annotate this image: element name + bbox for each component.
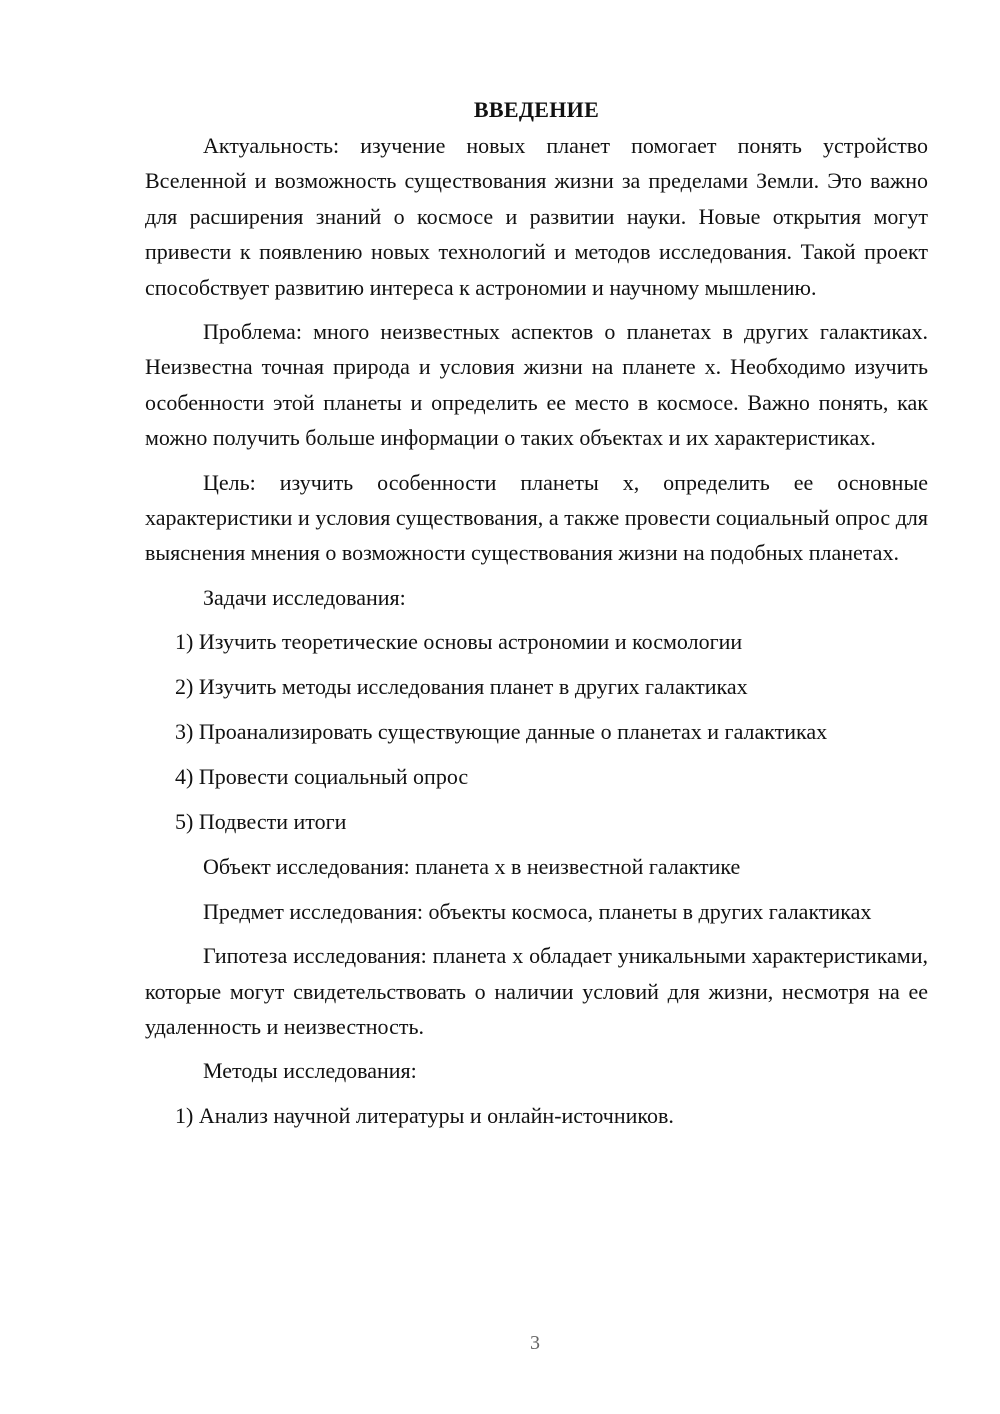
document-page <box>145 92 928 1143</box>
methods-heading: Методы исследования: <box>203 1058 417 1084</box>
problem-paragraph: Проблема: много неизвестных аспектов о планетах в других галактиках. Неизвестна точная природа и условия жизни на планете х. Необходимо изучить особенности этой планеты и определить ее место в космосе. Важно понять, как можно получить больше информации о таких объектах и их характеристиках. <box>145 319 928 451</box>
page-number: 3 <box>530 1332 540 1354</box>
tasks-list <box>145 624 928 839</box>
object-paragraph: Объект исследования: планета х в неизвестной галактике <box>203 854 741 880</box>
subject-paragraph: Предмет исследования: объекты космоса, планеты в других галактиках <box>203 898 872 924</box>
list-item: 2) Изучить методы исследования планет в других галактиках <box>175 674 748 700</box>
relevance-paragraph: Актуальность: изучение новых планет помогает понять устройство Вселенной и возможность существования жизни за пределами Земли. Это важно для расширения знаний о космосе и развитии науки. Новые открытия могут привести к появлению новых технологий и методов исследования. Такой проект способствует развитию интереса к астрономии и научному мышлению. <box>145 133 928 300</box>
methods-list <box>145 1098 928 1133</box>
list-item: 1) Изучить теоретические основы астрономии и космологии <box>175 629 743 655</box>
list-item: 4) Провести социальный опрос <box>175 764 469 790</box>
hypothesis-paragraph: Гипотеза исследования: планета х обладает уникальными характеристиками, которые могут свидетельствовать о наличии условий для жизни, несмотря на ее удаленность и неизвестность. <box>145 943 928 1039</box>
list-item: 5) Подвести итоги <box>175 809 347 835</box>
goal-paragraph: Цель: изучить особенности планеты х, определить ее основные характеристики и условия существования, а также провести социальный опрос для выяснения мнения о возможности существования жизни на подобных планетах. <box>145 469 928 566</box>
list-item: 1) Анализ научной литературы и онлайн-источников. <box>175 1102 674 1128</box>
page-title: ВВЕДЕНИЕ <box>473 97 600 122</box>
tasks-heading: Задачи исследования: <box>203 584 406 610</box>
list-item: 3) Проанализировать существующие данные о планетах и галактиках <box>175 719 828 745</box>
